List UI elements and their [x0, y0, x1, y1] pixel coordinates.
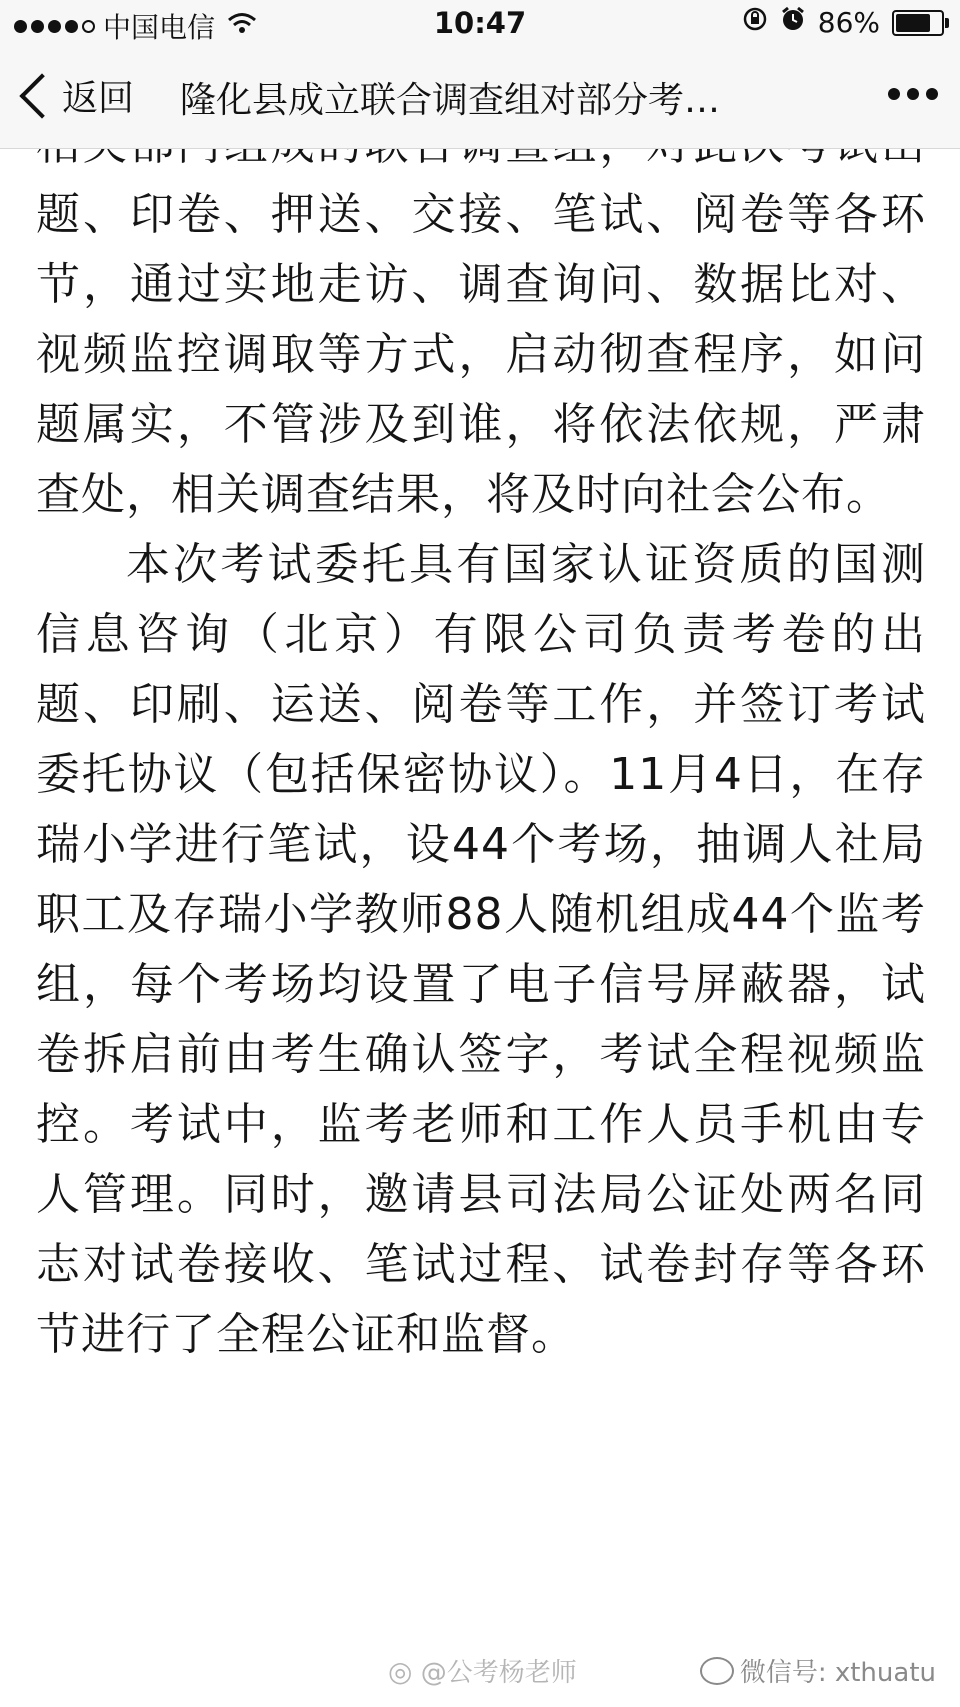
- wechat-icon: [700, 1657, 734, 1685]
- article-paragraph-2: 本次考试委托具有国家认证资质的国测信息咨询（北京）有限公司负责考卷的出题、印刷、运送、阅卷等工作，并签订考试委托协议（包括保密协议）。11月4日，在存瑞小学进行笔试，设44个考场，抽调人社局职工及存瑞小学教师88人随机组成44个监考组，每个考场均设置了电子信号屏蔽器，试卷拆启前由考生确认签字，考试全程视频监控。考试中，监考老师和工作人员手机由专人管理。同时，邀请县司法局公证处两名同志对试卷接收、笔试过程、试卷封存等各环节进行了全程公证和监督。: [36, 539, 926, 1360]
- more-dots-icon: [888, 88, 900, 100]
- back-label: 返回: [62, 78, 135, 119]
- article-paragraph-1: 题、印卷、押送、交接、笔试、阅卷等各环节，通过实地走访、调查询问、数据比对、视频监控调取等方式，启动彻查程序，如问题属实，不管涉及到谁，将依法依规，严肃查处，相关调查结果，将及时向社会公布。: [36, 189, 926, 520]
- weibo-handle: @公考杨老师: [420, 1658, 577, 1688]
- weibo-icon: ◎: [388, 1655, 413, 1688]
- page-title: 隆化县成立联合调查组对部分考…: [180, 80, 721, 121]
- wechat-watermark: [700, 1652, 936, 1689]
- battery-fill: [896, 14, 930, 32]
- status-right: [742, 6, 944, 39]
- chevron-left-icon: [19, 73, 64, 118]
- orientation-lock-icon: [742, 6, 768, 39]
- weibo-watermark: [388, 1652, 577, 1689]
- navigation-bar: [0, 48, 960, 149]
- article-body: [36, 110, 926, 1370]
- alarm-icon: [780, 6, 806, 39]
- status-bar: [0, 0, 960, 48]
- battery-icon: [892, 10, 944, 36]
- back-button[interactable]: [14, 70, 134, 121]
- status-time: 10:47: [433, 6, 527, 40]
- more-options-button[interactable]: [888, 88, 938, 100]
- battery-percent: 86%: [817, 6, 880, 39]
- wechat-id: 微信号: xthuatu: [739, 1658, 936, 1688]
- carrier-label: 中国电信: [103, 11, 216, 44]
